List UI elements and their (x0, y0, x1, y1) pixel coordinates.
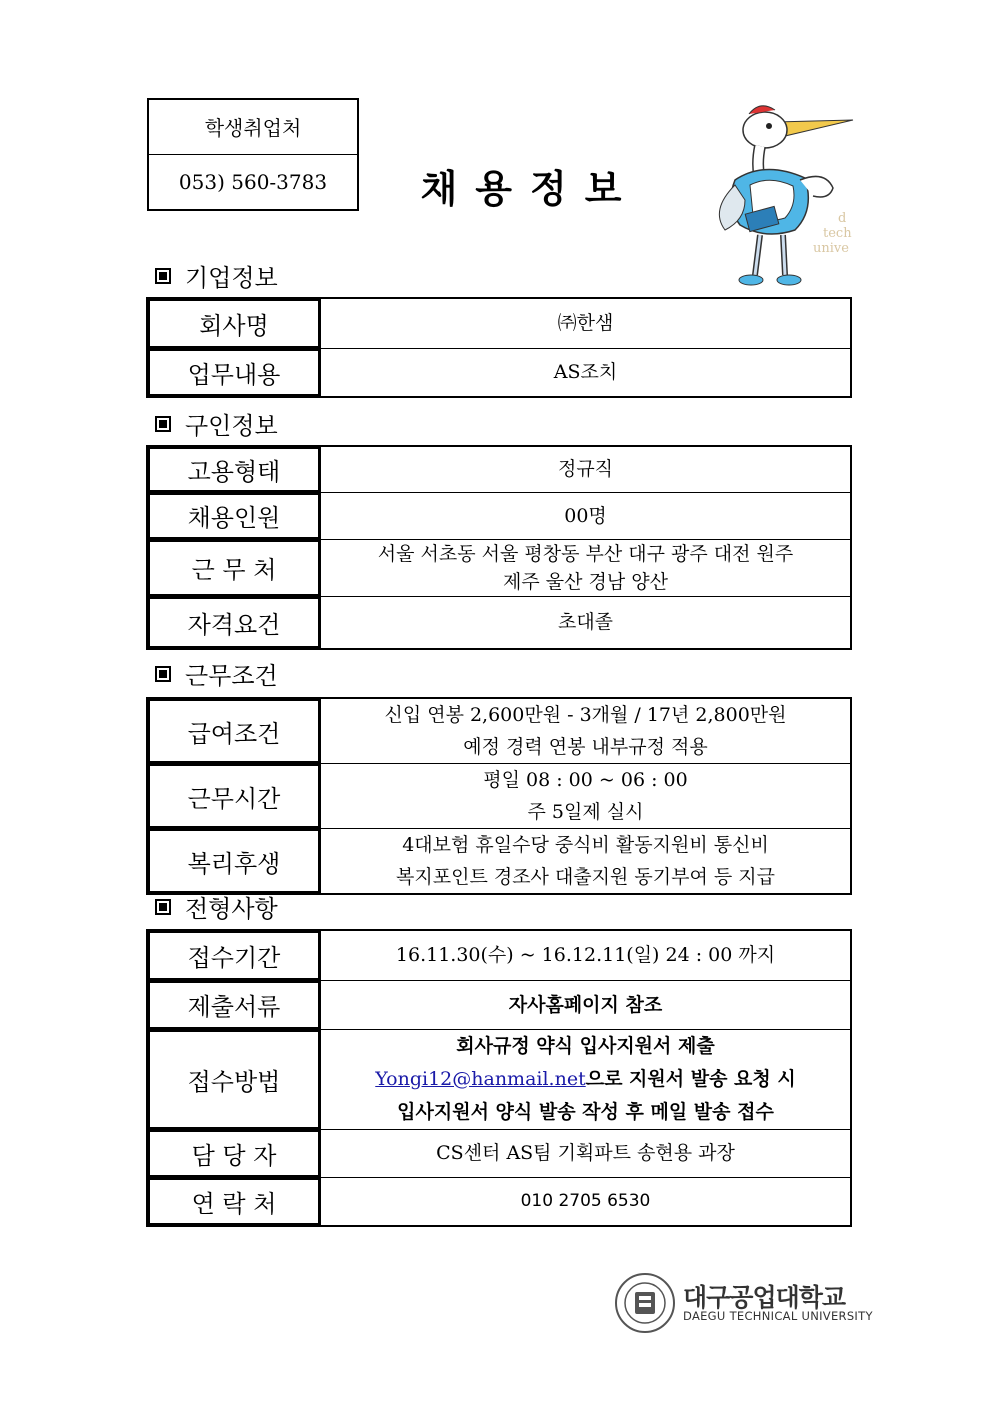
label-contact-number: 연 락 처 (147, 1177, 321, 1226)
contact-phone: 053) 560-3783 (178, 169, 328, 194)
method-line-1: 회사규정 약식 입사지원서 제출 (456, 1034, 715, 1057)
salary-line-1: 신입 연봉 2,600만원 - 3개월 / 17년 2,800만원 (384, 704, 787, 726)
label-application-method: 접수방법 (147, 1029, 321, 1129)
section-heading-conditions (155, 656, 278, 691)
table-row (147, 829, 851, 895)
label-salary: 급여조건 (147, 698, 321, 764)
section-heading-recruit (155, 406, 278, 441)
mascot-text-3: unive (813, 241, 849, 256)
mascot-text-2: tech (823, 226, 852, 241)
screening-table (146, 929, 852, 1227)
page-title: 채용정보 (420, 167, 640, 211)
table-row (147, 764, 851, 829)
label-qualification: 자격요건 (147, 596, 321, 649)
square-bullet-icon (155, 416, 171, 432)
table-row (147, 930, 851, 980)
value-work-hours (321, 764, 852, 829)
label-work-hours: 근무시간 (147, 764, 321, 829)
mascot-text-1: d (838, 211, 847, 226)
recruit-table (146, 445, 852, 650)
footer-university-name: 대구공업대학교 (683, 1283, 846, 1312)
square-bullet-icon (155, 899, 171, 915)
value-qualification: 초대졸 (321, 596, 852, 649)
section-heading-text: 전형사항 (185, 895, 278, 923)
table-row (147, 446, 851, 492)
value-job-duty: AS조치 (321, 348, 852, 397)
work-hours-line-2: 주 5일제 실시 (527, 801, 644, 823)
value-benefits (321, 829, 852, 895)
mascot-illustration (705, 100, 855, 290)
method-line-2-rest: 으로 지원서 발송 요청 시 (585, 1067, 796, 1090)
work-hours-line-1: 평일 08 : 00 ~ 06 : 00 (483, 769, 688, 791)
benefits-line-2: 복지포인트 경조사 대출지원 동기부여 등 지급 (396, 866, 775, 888)
value-application-period: 16.11.30(수) ~ 16.12.11(일) 24 : 00 까지 (321, 930, 852, 980)
table-row (147, 298, 851, 348)
label-application-period: 접수기간 (147, 930, 321, 980)
value-salary (321, 698, 852, 764)
salary-line-2: 예정 경력 연봉 내부규정 적용 (463, 736, 708, 758)
label-employment-type: 고용형태 (147, 446, 321, 492)
value-application-method (321, 1029, 852, 1129)
method-line-2 (321, 1063, 850, 1096)
label-benefits: 복리후생 (147, 829, 321, 895)
value-contact-number: 010 2705 6530 (321, 1177, 852, 1226)
table-row (147, 698, 851, 764)
contact-box (147, 98, 359, 211)
method-line-3: 입사지원서 양식 발송 작성 후 메일 발송 접수 (397, 1100, 774, 1123)
table-row (147, 980, 851, 1029)
section-heading-screening (155, 889, 278, 924)
table-row (147, 539, 851, 596)
contact-label: 학생취업처 (149, 100, 357, 155)
square-bullet-icon (155, 268, 171, 284)
workplace-line-1: 서울 서초동 서울 평창동 부산 대구 광주 대전 원주 (377, 542, 794, 565)
label-workplace: 근 무 처 (147, 539, 321, 596)
table-row (147, 596, 851, 649)
table-row (147, 492, 851, 539)
benefits-line-1: 4대보험 휴일수당 중식비 활동지원비 통신비 (402, 834, 769, 856)
value-documents: 자사홈페이지 참조 (321, 980, 852, 1029)
label-headcount: 채용인원 (147, 492, 321, 539)
footer-university-name-en: DAEGU TECHNICAL UNIVERSITY (683, 1309, 873, 1323)
section-heading-text: 근무조건 (185, 662, 278, 690)
table-row (147, 1129, 851, 1177)
table-row (147, 1177, 851, 1226)
label-documents: 제출서류 (147, 980, 321, 1029)
value-headcount: 00명 (321, 492, 852, 539)
email-link[interactable]: Yongi12@hanmail.net (375, 1067, 586, 1090)
label-contact-person: 담 당 자 (147, 1129, 321, 1177)
square-bullet-icon (155, 666, 171, 682)
value-company-name: ㈜한샘 (321, 298, 852, 348)
section-heading-text: 구인정보 (185, 412, 278, 440)
label-company-name: 회사명 (147, 298, 321, 348)
value-workplace (321, 539, 852, 596)
table-row (147, 1029, 851, 1129)
company-table (146, 297, 852, 398)
value-contact-person: CS센터 AS팀 기획파트 송현용 과장 (321, 1129, 852, 1177)
value-employment-type: 정규직 (321, 446, 852, 492)
table-row (147, 348, 851, 397)
conditions-table (146, 697, 852, 895)
section-heading-text: 기업정보 (185, 264, 278, 292)
section-heading-company (155, 258, 278, 293)
label-job-duty: 업무내용 (147, 348, 321, 397)
workplace-line-2: 제주 울산 경남 양산 (503, 570, 668, 593)
